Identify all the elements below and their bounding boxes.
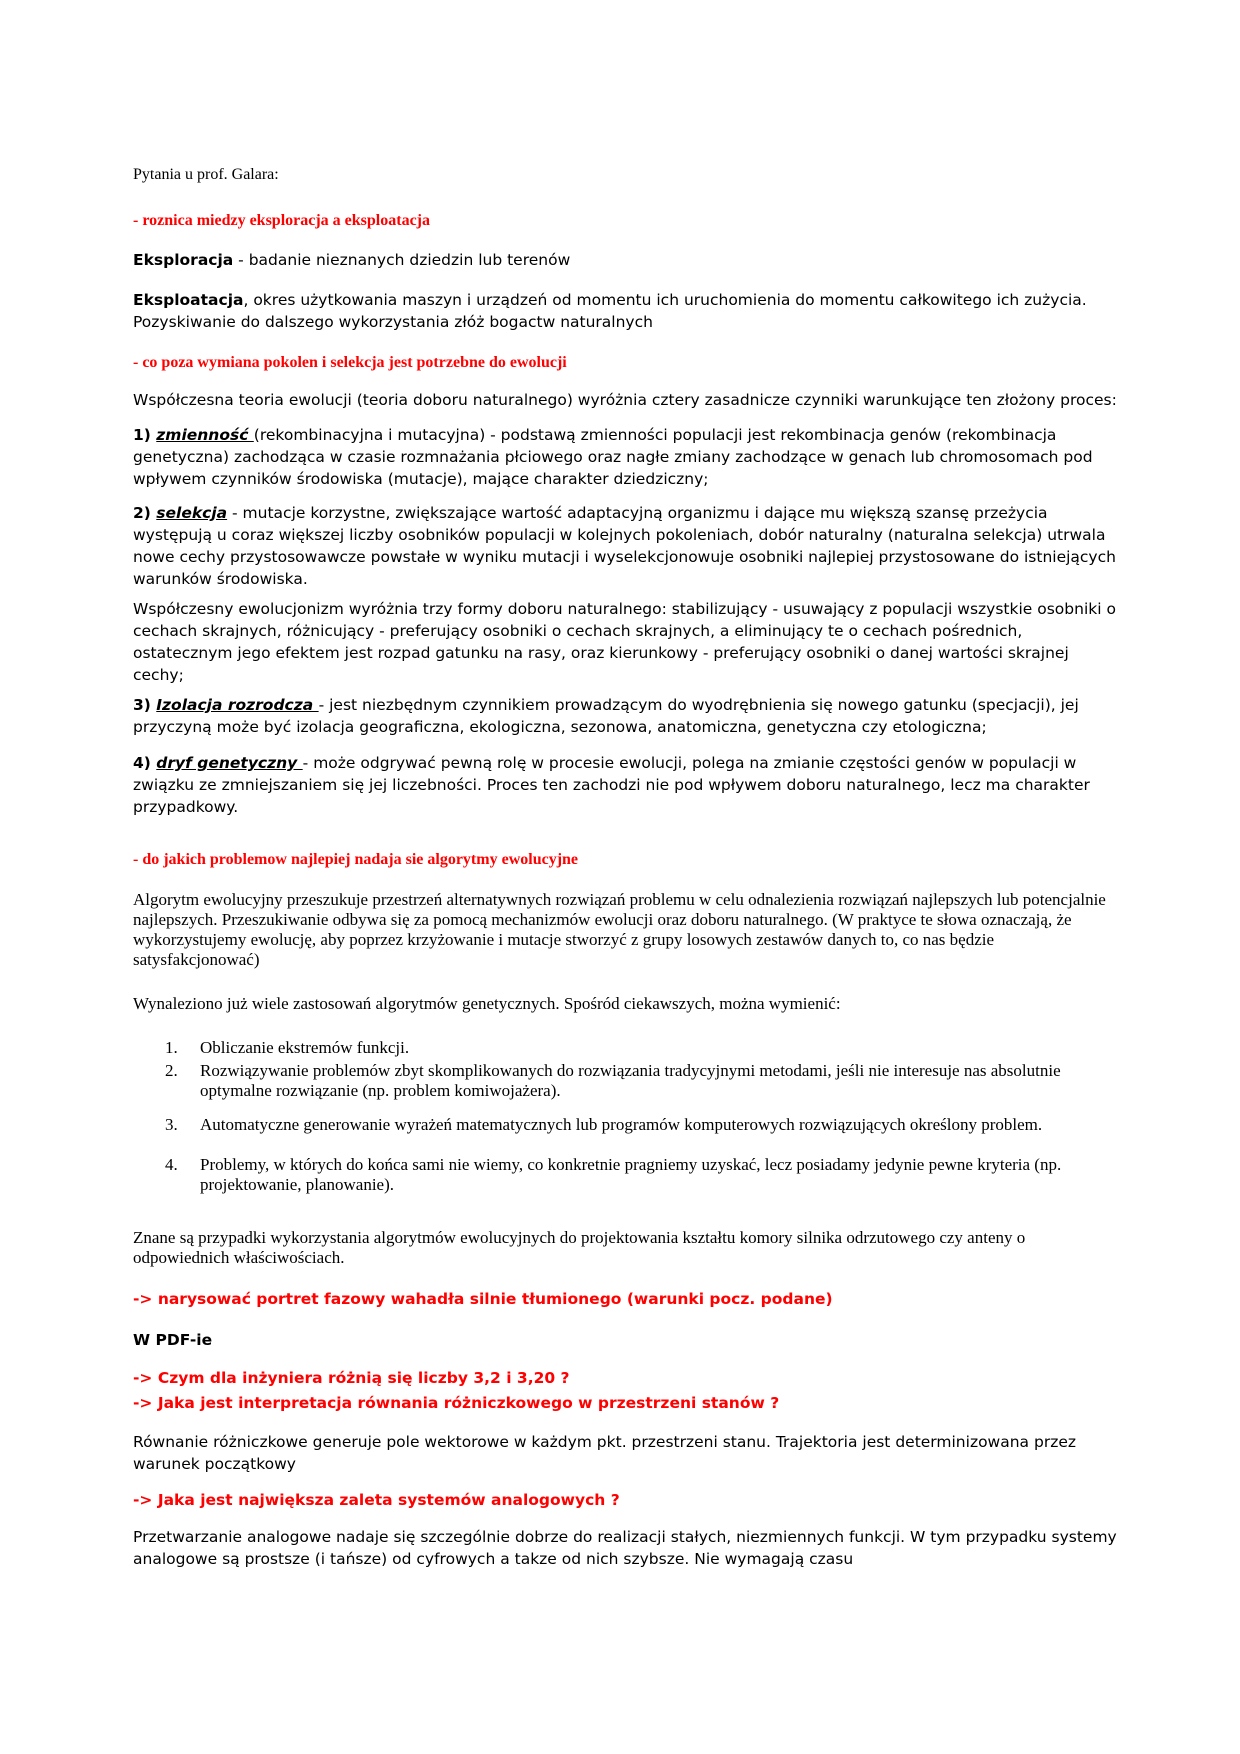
list-item [165,1115,1123,1135]
factor-2-number: 2) [133,504,157,522]
paragraph-algorithm-description: Algorytm ewolucyjny przeszukuje przestrzeń alternatywnych rozwiązań problemu w celu odnalezienia rozwiązań najlepszych lub potencjalnie najlepszych. Przeszukiwanie odbywa się za pomocą mechanizmów ewolucji oraz doboru naturalnego. (W praktyce te słowa oznaczają, że wykorzystujemy ewolucję, aby poprzez krzyżowanie i mutacje stworzyć z grupy losowych zestawów danych to, co nas będzie satysfakcjonować) [133,890,1106,969]
list-item-number: 3. [165,1115,178,1134]
list-item-number: 1. [165,1038,178,1057]
factor-4-number: 4) [133,754,157,772]
factor-1-text: (rekombinacyjna i mutacyjna) - podstawą zmienności populacji jest rekombinacja genów (rekombinacja genetyczna) zachodząca w czasie rozmnażania płciowego oraz nagłe zmiany zachodzące w genach lub chromosomach pod wpływem czynników środowiska (mutacje), mające charakter dziedziczny; [133,426,1093,488]
paragraph-factor-4 [133,752,1123,818]
paragraph-factor-1 [133,424,1123,490]
factor-3-number: 3) [133,696,157,714]
factor-4-term: dryf genetyczny [156,754,303,772]
answer-phase-portrait: W PDF-ie [133,1331,213,1349]
list-item-text: Problemy, w których do końca sami nie wiemy, co konkretnie pragniemy uzyskać, lecz posiadamy jedynie pewne kryteria (np. projektowanie, planowanie). [200,1155,1062,1194]
question-state-space: -> Jaka jest interpretacja równania różniczkowego w przestrzeni stanów ? [133,1394,780,1412]
list-item-number: 2. [165,1061,178,1080]
factor-2-term: selekcja [156,504,228,522]
factor-3-text: - jest niezbędnym czynnikiem prowadzącym do wyodrębnienia się nowego gatunku (specjacji), jej przyczyną może być izolacja geograficzna, ekologiczna, sezonowa, anatomiczna, genetyczna czy etologiczna; [133,696,1079,736]
factor-1-term: zmienność [156,426,254,444]
paragraph-evolution-intro: Współczesna teoria ewolucji (teoria doboru naturalnego) wyróżnia cztery zasadnicze czynniki warunkujące ten złożony proces: [133,391,1117,409]
paragraph-applications-intro: Wynaleziono już wiele zastosowań algorytmów genetycznych. Spośród ciekawszych, można wymienić: [133,994,841,1013]
factor-2-text: - mutacje korzystne, zwiększające wartość adaptacyjną organizmu i dające mu większą szansę przeżycia występują u coraz większej liczby osobników populacji w kolejnych pokoleniach, dobór naturalny (naturalna selekcja) utrwala nowe cechy przystosowawcze powstałe w wyniku mutacji i wyselekcjonowuje osobniki najlepiej przystosowane do istniejących warunków środowiska. [133,504,1116,588]
definition-eksploracja: - badanie nieznanych dziedzin lub terenów [233,251,571,269]
factor-4-text: - może odgrywać pewną rolę w procesie ewolucji, polega na zmianie częstości genów w populacji w związku ze zmniejszaniem się jej liczebności. Proces ten zachodzi nie pod wpływem doboru naturalnego, lecz ma charakter przypadkowy. [133,754,1090,816]
term-eksploatacja: Eksploatacja [133,291,244,309]
paragraph-selection-forms: Współczesny ewolucjonizm wyróżnia trzy formy doboru naturalnego: stabilizujący - usuwający z populacji wszystkie osobniki o cechach skrajnych, różnicujący - preferujący osobniki o cechach skrajnych, a eliminujący te o cechach pośrednich, ostatecznym jego efektem jest rozpad gatunku na rasy, oraz kierunkowy - preferujący osobniki o danej wartości skrajnej cechy; [133,600,1116,684]
paragraph-factor-3 [133,694,1123,738]
page-title: Pytania u prof. Galara: [133,166,279,183]
list-item-text: Automatyczne generowanie wyrażeń matematycznych lub programów komputerowych rozwiązujących określony problem. [200,1115,1043,1134]
question-analog-systems: -> Jaka jest największa zaleta systemów analogowych ? [133,1491,620,1509]
question-heading-algorithms: - do jakich problemow najlepiej nadaja sie algorytmy ewolucyjne [133,851,579,868]
list-item [165,1155,1123,1195]
document-body [133,0,1123,1570]
question-heading-exploration: - roznica miedzy eksploracja a eksploatacja [133,212,430,229]
definition-eksploatacja: , okres użytkowania maszyn i urządzeń od momentu ich uruchomienia do momentu całkowitego ich zużycia. Pozyskiwanie do dalszego wykorzystania złóż bogactw naturalnych [133,291,1087,331]
paragraph-exploitation [133,289,1123,333]
question-numbers: -> Czym dla inżyniera różnią się liczby 3,2 i 3,20 ? [133,1369,570,1387]
term-eksploracja: Eksploracja [133,251,234,269]
list-item-text: Obliczanie ekstremów funkcji. [200,1038,410,1057]
paragraph-exploration [133,249,1123,271]
list-item [165,1038,1123,1058]
list-item-number: 4. [165,1155,178,1174]
answer-analog-systems: Przetwarzanie analogowe nadaje się szczególnie dobrze do realizacji stałych, niezmiennych funkcji. W tym przypadku systemy analogowe są prostsze (i tańsze) od cyfrowych a takze od nich szybsze. Nie wymagają czasu [133,1528,1117,1568]
factor-3-term: Izolacja rozrodcza [156,696,319,714]
question-heading-evolution: - co poza wymiana pokolen i selekcja jest potrzebne do ewolucji [133,354,567,371]
paragraph-applications-note: Znane są przypadki wykorzystania algorytmów ewolucyjnych do projektowania kształtu komory silnika odrzutowego czy anteny o odpowiednich właściwościach. [133,1228,1026,1267]
paragraph-factor-2 [133,502,1123,590]
answer-state-space: Równanie różniczkowe generuje pole wektorowe w każdym pkt. przestrzeni stanu. Trajektoria jest determinizowana przez warunek początkowy [133,1433,1077,1473]
list-item-text: Rozwiązywanie problemów zbyt skomplikowanych do rozwiązania tradycyjnymi metodami, jeśli nie interesuje nas absolutnie optymalne rozwiązanie (np. problem komiwojażera). [200,1061,1061,1100]
list-item [165,1061,1123,1101]
factor-1-number: 1) [133,426,157,444]
question-phase-portrait: -> narysować portret fazowy wahadła silnie tłumionego (warunki pocz. podane) [133,1290,833,1308]
applications-list [165,1038,1123,1195]
